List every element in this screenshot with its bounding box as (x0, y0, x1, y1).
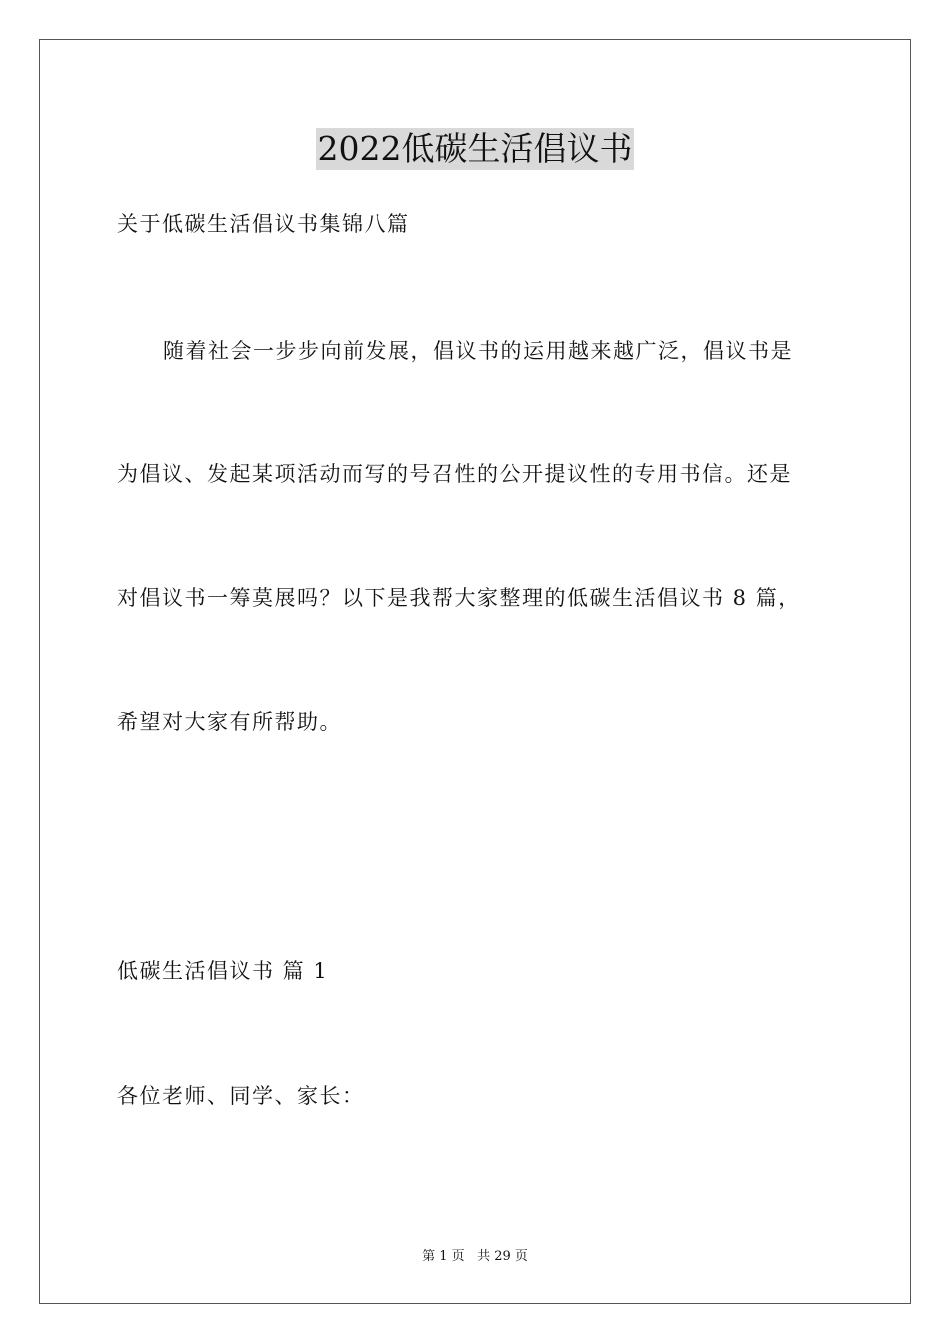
intro-paragraph-line-3: 对倡议书一筹莫展吗？以下是我帮大家整理的低碳生活倡议书 8 篇， (117, 586, 801, 610)
intro-paragraph-line-4: 希望对大家有所帮助。 (117, 710, 342, 734)
salutation: 各位老师、同学、家长： (117, 1084, 365, 1108)
intro-paragraph-line-1: 随着社会一步步向前发展，倡议书的运用越来越广泛，倡议书是 (163, 339, 793, 363)
total-pages: 共 29 页 (477, 1249, 528, 1264)
page-footer (0, 1248, 950, 1266)
section-heading: 低碳生活倡议书 篇 1 (117, 959, 329, 983)
document-title: 2022低碳生活倡议书 (317, 129, 633, 168)
intro-paragraph-line-2: 为倡议、发起某项活动而写的号召性的公开提议性的专用书信。还是 (117, 462, 792, 486)
page-number: 第 1 页 (422, 1249, 465, 1264)
document-subtitle: 关于低碳生活倡议书集锦八篇 (117, 212, 410, 236)
document-title-container (0, 128, 950, 170)
